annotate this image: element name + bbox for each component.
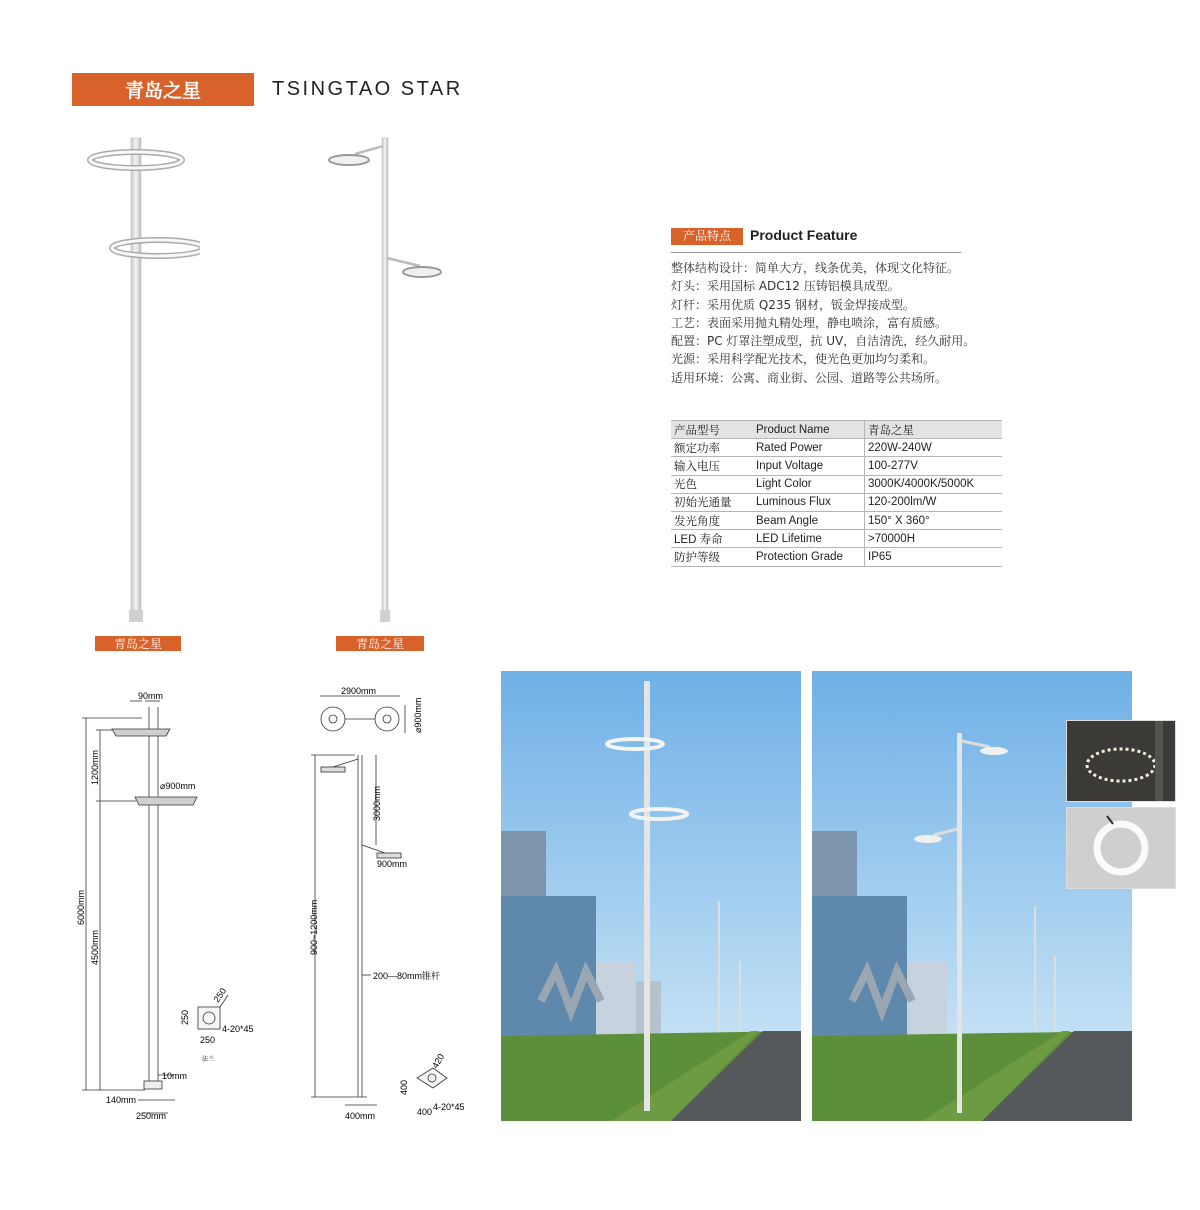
spec-value: 3000K/4000K/5000K — [865, 475, 1003, 493]
spec-cn: LED 寿命 — [671, 530, 753, 548]
flange-dim-c: 400 — [417, 1107, 433, 1117]
product-title-cn: 青岛之星 — [72, 73, 254, 106]
dim-10: 10mm — [162, 1071, 188, 1081]
caption-arm-model: 青岛之星 — [336, 636, 424, 651]
dim-3000: 3000mm — [372, 785, 382, 821]
flange-dim-b: 250 — [200, 1035, 216, 1045]
table-row — [671, 475, 1002, 493]
dim-900: 900mm — [377, 859, 408, 869]
drawing-double-ring — [70, 685, 300, 1125]
feature-list — [671, 259, 975, 387]
dim-6000: 6000mm — [76, 889, 86, 925]
table-row — [671, 511, 1002, 529]
flange-note: 法兰 — [202, 1057, 215, 1063]
feature-line: 工艺：表面采用抛丸精处理，静电喷涂，富有质感。 — [671, 315, 948, 330]
drawing-arm — [305, 685, 490, 1125]
flange-bolts: 4-20*45 — [222, 1024, 254, 1034]
table-row — [671, 493, 1002, 511]
spec-en: LED Lifetime — [753, 530, 865, 548]
spec-value: 120-200lm/W — [865, 493, 1003, 511]
flange-dim-a: 400 — [399, 1079, 409, 1095]
table-row — [671, 530, 1002, 548]
spec-value: IP65 — [865, 548, 1003, 566]
feature-line: 配置：PC 灯罩注塑成型，抗 UV，自洁清洗，经久耐用。 — [671, 334, 976, 349]
product-title-en: TSINGTAO STAR — [272, 78, 463, 100]
spec-en: Beam Angle — [753, 511, 865, 529]
spec-en: Light Color — [753, 475, 865, 493]
flange-dim-a: 250 — [180, 1009, 190, 1025]
table-row — [671, 457, 1002, 475]
dim-ring-diameter: ⌀900mm — [160, 781, 196, 791]
spec-cn: 发光角度 — [671, 511, 753, 529]
spec-cn: 产品型号 — [671, 421, 753, 439]
table-row — [671, 421, 1002, 439]
dim-plan-width: 2900mm — [341, 686, 377, 696]
table-row — [671, 548, 1002, 566]
dim-height-range: 900~1200mm — [309, 899, 319, 955]
spec-value: 100-277V — [865, 457, 1003, 475]
dim-top-width: 90mm — [138, 691, 164, 701]
dim-1200: 1200mm — [90, 749, 100, 785]
product-feature-tag: 产品特点 — [671, 228, 743, 245]
feature-line: 灯头：采用国标 ADC12 压铸铝模具成型。 — [671, 279, 900, 294]
spec-cn: 防护等级 — [671, 548, 753, 566]
dim-250-bottom: 250mm — [136, 1111, 167, 1121]
feature-line: 整体结构设计：简单大方，线条优美，体现文化特征。 — [671, 261, 960, 275]
spec-en: Input Voltage — [753, 457, 865, 475]
spec-en: Luminous Flux — [753, 493, 865, 511]
flange-bolts: 4-20*45 — [433, 1102, 465, 1112]
spec-cn: 初始光通量 — [671, 493, 753, 511]
spec-value: 220W-240W — [865, 439, 1003, 457]
dim-plan-diameter: ⌀900mm — [413, 697, 423, 733]
detail-thumbnail-lit — [1066, 720, 1176, 802]
spec-value: 青岛之星 — [865, 421, 1003, 439]
caption-double-ring-model: 青岛之星 — [95, 636, 181, 651]
feature-line: 适用环境：公寓、商业街、公园、道路等公共场所。 — [671, 370, 948, 385]
spec-cn: 光色 — [671, 475, 753, 493]
spec-cn: 输入电压 — [671, 457, 753, 475]
dim-400-bottom: 400mm — [345, 1111, 376, 1121]
spec-table — [671, 420, 1002, 567]
product-feature-title: Product Feature — [750, 227, 858, 243]
spec-en: Product Name — [753, 421, 865, 439]
table-row — [671, 439, 1002, 457]
feature-line: 灯杆：采用优质 Q235 钢材，钣金焊接成型。 — [671, 297, 915, 312]
spec-value: 150° X 360° — [865, 511, 1003, 529]
lamp-render-arm — [325, 130, 450, 630]
spec-en: Protection Grade — [753, 548, 865, 566]
spec-en: Rated Power — [753, 439, 865, 457]
spec-cn: 额定功率 — [671, 439, 753, 457]
spec-value: >70000H — [865, 530, 1003, 548]
flange-dim-c: 250 — [211, 986, 229, 1005]
detail-thumbnail-ring — [1066, 807, 1176, 889]
flange-dim-b: 420 — [430, 1051, 447, 1070]
street-scene-double-ring — [501, 671, 801, 1121]
pole-taper-note: 200—80mm锥杆 — [373, 971, 441, 981]
dim-4500: 4500mm — [90, 929, 100, 965]
dim-140: 140mm — [106, 1095, 137, 1105]
feature-line: 光源：采用科学配光技术，使光色更加均匀柔和。 — [671, 352, 936, 367]
feature-divider — [671, 252, 961, 253]
lamp-render-double-ring — [80, 130, 200, 630]
